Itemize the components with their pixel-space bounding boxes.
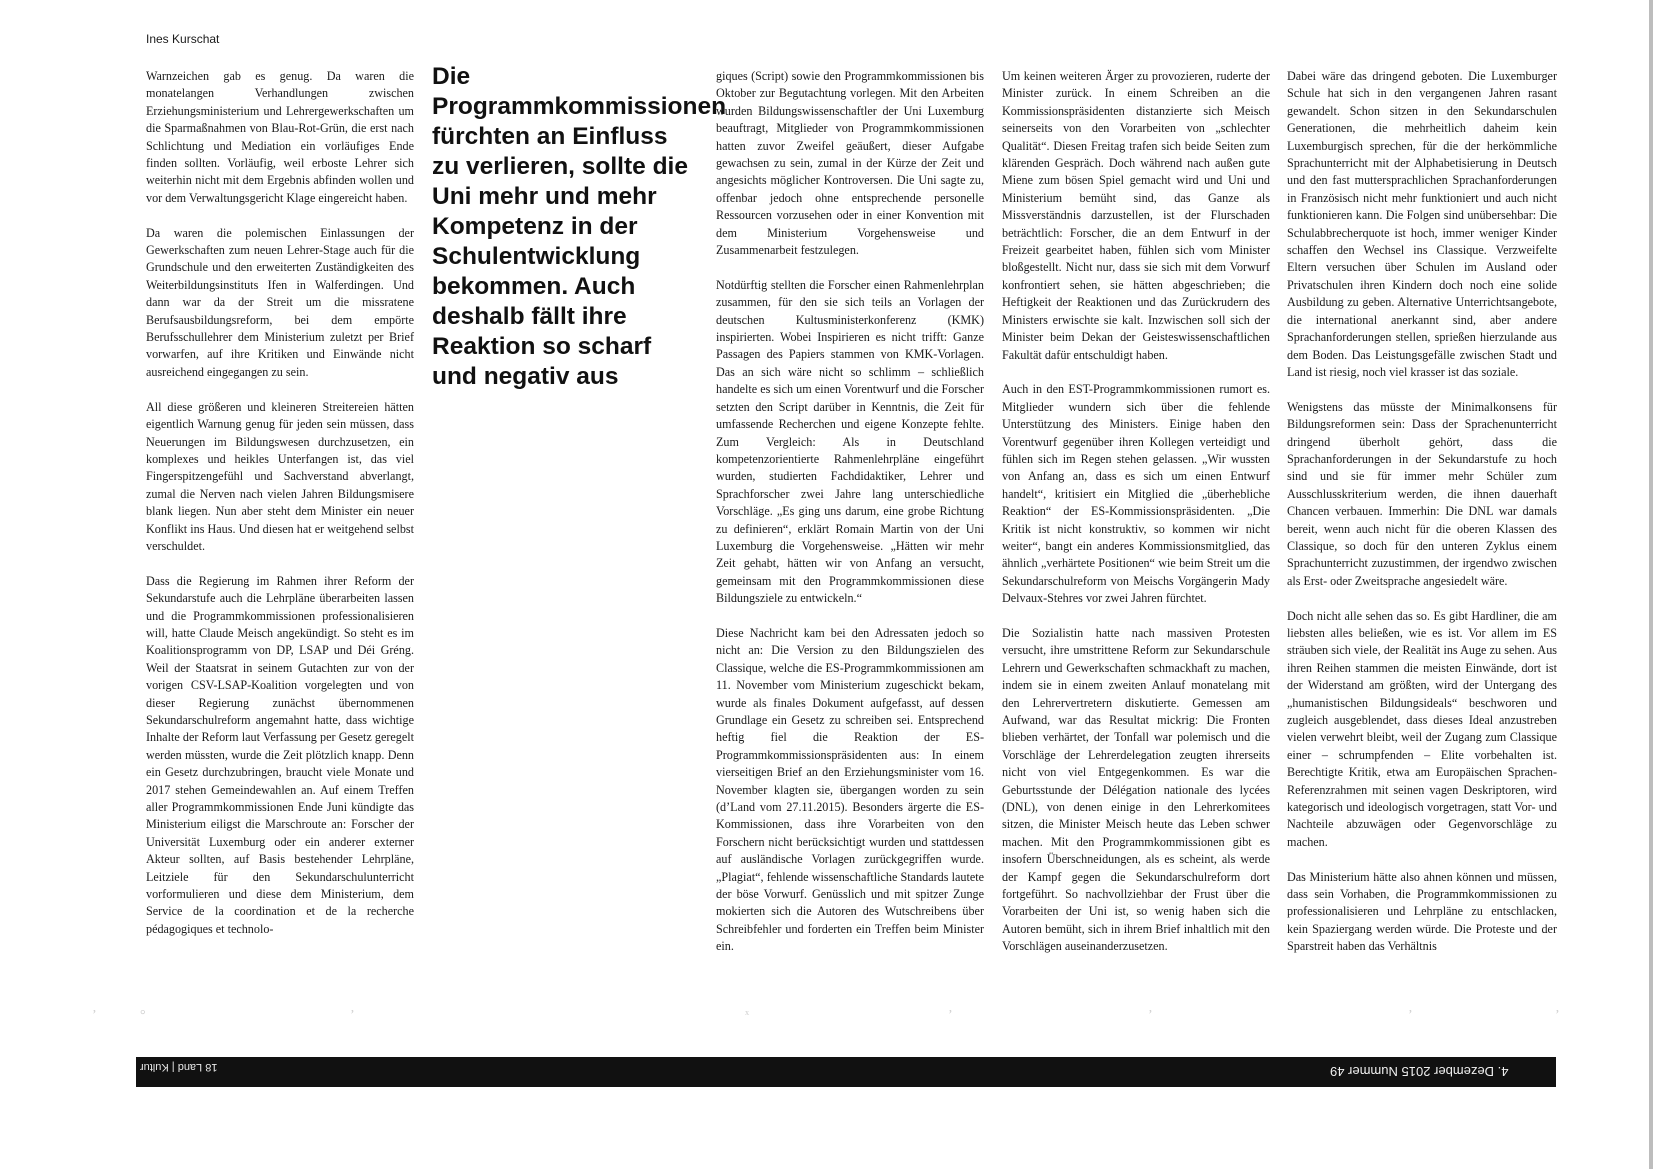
article-column-5 — [1287, 68, 1557, 956]
paragraph: Wenigstens das müsste der Minimalkonsens für Bildungsreformen sein: Dass der Sprachenunterricht dringend überholt gehört, dass die Sprachanforderungen in der Sekundarstufe zu hoch sind und sie für immer mehr Schüler zum Ausschlusskriterium werden, die ihnen dauerhaft Chancen verbauen. Immerhin: Die DNL war damals bereit, wenn auch nicht für die oberen Klassen des Classique, so doch für den unteren Zyklus einem Sprachunterricht zuzustimmen, der irgendwo zwischen als Erst- oder Zweitsprache angesiedelt wäre. — [1287, 399, 1557, 588]
footer-date-issue: 4. Dezember 2015 Nummer 49 — [1329, 1064, 1508, 1079]
paragraph: Die Sozialistin hatte nach massiven Protesten versucht, ihre umstrittene Reform zur Sekundarschule Lehrern und Gewerkschaften schmackhaft zu machen, indem sie in einem zweiten Anlauf monatelang mit den Lehrervertretern diskutierte. Gemessen am Aufwand, war das Resultat mickrig: Die Fronten blieben verhärtet, der Tonfall war polemisch und die Vorschläge der Lehrerdelegation zeugten ihrerseits nicht von viel Entgegenkommen. Es war die Geburtsstunde der Délégation nationale des lycées (DNL), von denen einige in den Lehrerkomitees sitzen, die Minister Meisch heute das Leben schwer machen. Mit den Programmkommissionen gibt es insofern Überschneidungen, als es scheint, als werde der Kampf gegen die Sekundarschulreform dort fortgeführt. So nachvollziehbar der Frust über die Vorarbeiten der Uni ist, so wenig haben sich die Autoren bemüht, sich in ihrem Brief inhaltlich mit den Vorschlägen auseinanderzusetzen. — [1002, 625, 1270, 954]
article-column-3 — [716, 68, 984, 956]
paragraph: Dabei wäre das dringend geboten. Die Luxemburger Schule hat sich in den vergangenen Jahren rasant gewandelt. Schon sitzen in den Sekundarschulen Generationen, die mehrheitlich daheim kein Luxemburgisch sprechen, für die der herkömmliche Sprachunterricht mit der Alphabetisierung in Deutsch und den fast muttersprachlichen Sprachanforderungen in Französisch nicht mehr funktioniert und auch nicht funktionieren kann. Die Folgen sind unübersehbar: Die Schulabbrecherquote ist hoch, immer weniger Kinder schaffen den Wechsel ins Classique. Verzweifelte Eltern versuchen über Schulen im Ausland oder Privatschulen ihren Kindern doch noch eine solide Ausbildung zu geben. Alternative Unterrichtsangebote, die international anerkannt sind, aber andere Sprachanforderungen stellen, sprießen hierzulande aus dem Boden. Das Leistungsgefälle zwischen Stadt und Land ist riesig, noch viel krasser ist das soziale. — [1287, 69, 1557, 379]
article-column-1 — [146, 68, 414, 938]
paragraph: Das Ministerium hätte also ahnen können und müssen, dass sein Vorhaben, die Programmkommissionen zu professionalisieren und Lehrpläne zu entschlacken, kein Spaziergang werden würde. Die Proteste und der Sparstreit haben das Verhältnis — [1287, 869, 1557, 954]
paragraph: Warnzeichen gab es genug. Da waren die monatelangen Verhandlungen zwischen Erziehungsministerium und Lehrergewerkschaften um die Sparmaßnahmen von Blau-Rot-Grün, die erst nach Schlichtung und Mediation ein vorläufiges Ende finden sollten. Vorläufig, weil erboste Lehrer sich weiterhin nicht mit dem Ergebnis abfinden wollen und vor dem Verwaltungsgericht Klage eingereicht haben. — [146, 69, 414, 205]
paragraph: Diese Nachricht kam bei den Adressaten jedoch so nicht an: Die Version zu den Bildungszielen des Classique, welche die ES-Programmkommissionen am 11. November vom Ministerium zugeschickt bekam, wurde als finales Dokument aufgefasst, auf dessen Grundlage ein Gesetz zu schreiben sei. Entsprechend heftig fiel die Reaktion der ES-Programmkommissionspräsidenten aus: In einem vierseitigen Brief an den Erziehungsminister vom 16. November klagten sie, übergangen worden zu sein (d’Land vom 27.11.2015). Besonders ärgerte die ES-Kommissionen, dass ihre Vorarbeiten von den Forschern nicht berücksichtigt wurden und stattdessen auf ausländische Vorlagen zurückgegriffen wurde. „Plagiat“, fehlende wissenschaftliche Standards lautete der böse Vorwurf. Genüsslich und mit spitzer Zunge mokierten sich die Autoren des Wutschreibens über Schreibfehler und forderten ein Treffen beim Minister ein. — [716, 625, 984, 954]
paragraph: All diese größeren und kleineren Streitereien hätten eigentlich Warnung genug für jeden sein müssen, dass Neuerungen im Bildungswesen durchzusetzen, ein komplexes und heikles Unterfangen ist, das viel Fingerspitzengefühl und Sachverstand abverlangt, zumal die Nerven nach vielen Jahren Bildungsmisere blank liegen. Nun aber steht dem Minister ein neuer Konflikt ins Haus. Und diesen hat er weitgehend selbst verschuldet. — [146, 399, 414, 553]
paragraph: Um keinen weiteren Ärger zu provozieren, ruderte der Minister zurück. In einem Schreiben an die Kommissionspräsidenten distanzierte sich Meisch seinerseits von den Vorarbeiten von „schlechter Qualität“. Diesen Freitag trafen sich beide Seiten zum klärenden Gespräch. Doch während nach außen gute Miene zum bösen Spiel gemacht wird und Uni und Ministerium bemüht sind, das Ganze als Missverständnis darzustellen, ist der Flurschaden beträchtlich: Forscher, die an dem Entwurf in der Freizeit gearbeitet haben, fühlen sich vom Minister bloßgestellt. Nicht nur, dass sie sich mit dem Vorwurf konfrontiert sehen, sie hätten abgeschrieben; die Heftigkeit der Reaktionen und das Zurückrudern des Ministers erwischte sie kalt. Inzwischen soll sich der Minister beim Dekan der Geisteswissenschaftlichen Fakultät dafür entschuldigt haben. — [1002, 69, 1270, 362]
paragraph: Da waren die polemischen Einlassungen der Gewerkschaften zum neuen Lehrer-Stage auch für die Grundschule und den erweiterten Zuständigkeiten des Weiterbildungsinstituts Ifen in Walferdingen. Und dann war da der Streit um die missratene Berufsausbildungsreform, bei dem empörte Berufsschullehrer dem Ministerium zuletzt per Brief vorwarfen, auf ihre Kritiken und Einwände nicht ausreichend eingegangen zu sein. — [146, 225, 414, 379]
pull-quote: Die Programmkommissionen fürchten an Einfluss zu verlieren, sollte die Uni mehr und mehr Kompetenz in der Schulentwicklung bekommen. Auch deshalb fällt ihre Reaktion so scharf und negativ aus — [432, 63, 727, 390]
paragraph: Doch nicht alle sehen das so. Es gibt Hardliner, die am liebsten alles beließen, wie es ist. Vor allem im ES sträuben sich viele, der Realität ins Auge zu sehen. Aus ihren Reihen stammen die meisten Einwände, dort ist der Widerstand am größten, wird der Untergang des „humanistischen Bildungsideals“ beschworen und zugleich ausgeblendet, dass dieses Ideal anzustreben vielen verwehrt bleibt, weil der Zugang zum Classique einer – schrumpfenden – Elite vorbehalten ist. Berechtigte Kritik, etwa am Europäischen Sprachen-Referenzrahmen mit seinen vagen Deskriptoren, wird kategorisch und ideologisch vorgetragen, statt Vor- und Nachteile abzuwägen oder Gegenvorschläge zu machen. — [1287, 608, 1557, 849]
author-byline: Ines Kurschat — [146, 32, 220, 46]
footer-section-label: 18 Land | Kultur — [140, 1061, 218, 1073]
page-edge — [1649, 0, 1653, 1169]
paragraph: Dass die Regierung im Rahmen ihrer Reform der Sekundarstufe auch die Lehrpläne überarbeiten lassen und die Programmkommissionen professionalisieren will, hatte Claude Meisch angekündigt. So steht es im Koalitionsprogramm von DP, LSAP und Déi Gréng. Weil der Staatsrat in seinem Gutachten zur von der vorigen CSV-LSAP-Koalition vorgelegten und von dieser Regierung zunächst übernommenen Sekundarschulreform angemahnt hatte, dass wichtige Inhalte der Reform laut Verfassung per Gesetz geregelt werden müssten, wurde die Zeit plötzlich knapp. Denn ein Gesetz durchzubringen, braucht viele Monate und 2017 stehen Gemeindewahlen an. Auf einem Treffen aller Programmkommissionen Ende Juni kündigte das Ministerium eiligst die Marschroute an: Forscher der Universität Luxemburg oder ein anderer externer Akteur sollten, auf Basis bestehender Lehrpläne, Leitziele für den Sekundarschulunterricht vorformulieren und diese dem Ministerium, dem Service de la coordination et de la recherche pédagogiques et technolo- — [146, 573, 414, 936]
paragraph: Notdürftig stellten die Forscher einen Rahmenlehrplan zusammen, für den sie sich teils an Vorlagen der deutschen Kultusministerkonferenz (KMK) inspirierten. Wobei Inspirieren es nicht trifft: Ganze Passagen des Papiers stammen von KMK-Vorlagen. Das an sich wäre nicht so schlimm – schließlich handelte es sich um einen Vorentwurf und die Forscher setzten den Script darüber in Kenntnis, die Zeit für umfassende Recherchen und eigene Konzepte fehlte. Zum Vergleich: Als in Deutschland kompetenzorientierte Rahmenlehrpläne eingeführt wurden, studierten Fachdidaktiker, Lehrer und Sprachforscher zwei Jahre lang unterschiedliche Vorschläge. „Es ging uns darum, eine grobe Richtung zu definieren“, erklärt Romain Martin von der Uni Luxemburg die Vorgehensweise. „Hätten wir mehr Zeit gehabt, hätten wir von Anfang an versucht, gemeinsam mit den Programmkommissionen diese Bildungsziele zu entwickeln.“ — [716, 277, 984, 606]
paragraph: Auch in den EST-Programmkommissionen rumort es. Mitglieder wundern sich über die fehlende Unterstützung des Ministers. Einige haben den Vorentwurf gegenüber ihren Kollegen verteidigt und fühlen sich im Regen stehen gelassen. „Wir wussten von Anfang an, dass es sich um einen Entwurf handelt“, kritisiert ein Mitglied die „überhebliche Reaktion“ der ES-Kommissionspräsidenten. „Die Kritik ist nicht konstruktiv, so kommen wir nicht weiter“, bangt ein anderes Kommissionsmitglied, das ähnlich „verhärtete Positionen“ wie beim Streit um die Sekundarschulreform von Meischs Vorgängerin Mady Delvaux-Stehres vor zwei Jahren fürchtet. — [1002, 382, 1270, 606]
article-column-4 — [1002, 68, 1270, 956]
paragraph: giques (Script) sowie den Programmkommissionen bis Oktober zur Begutachtung vorlegen. Mit den Arbeiten wurden Bildungswissenschaftler der Uni Luxemburg beauftragt, Mitglieder von Programmkommissionen hatten zuvor Zweifel geäußert, dieser Aufgabe gewachsen zu sein, zumal in der Kürze der Zeit und angesichts möglicher Kontroversen. Die Uni sagte zu, offenbar jedoch ohne entsprechende personelle Ressourcen vorzusehen oder in einer Konvention mit dem Ministerium Vorgehensweise und Zusammenarbeit festzulegen. — [716, 69, 984, 258]
